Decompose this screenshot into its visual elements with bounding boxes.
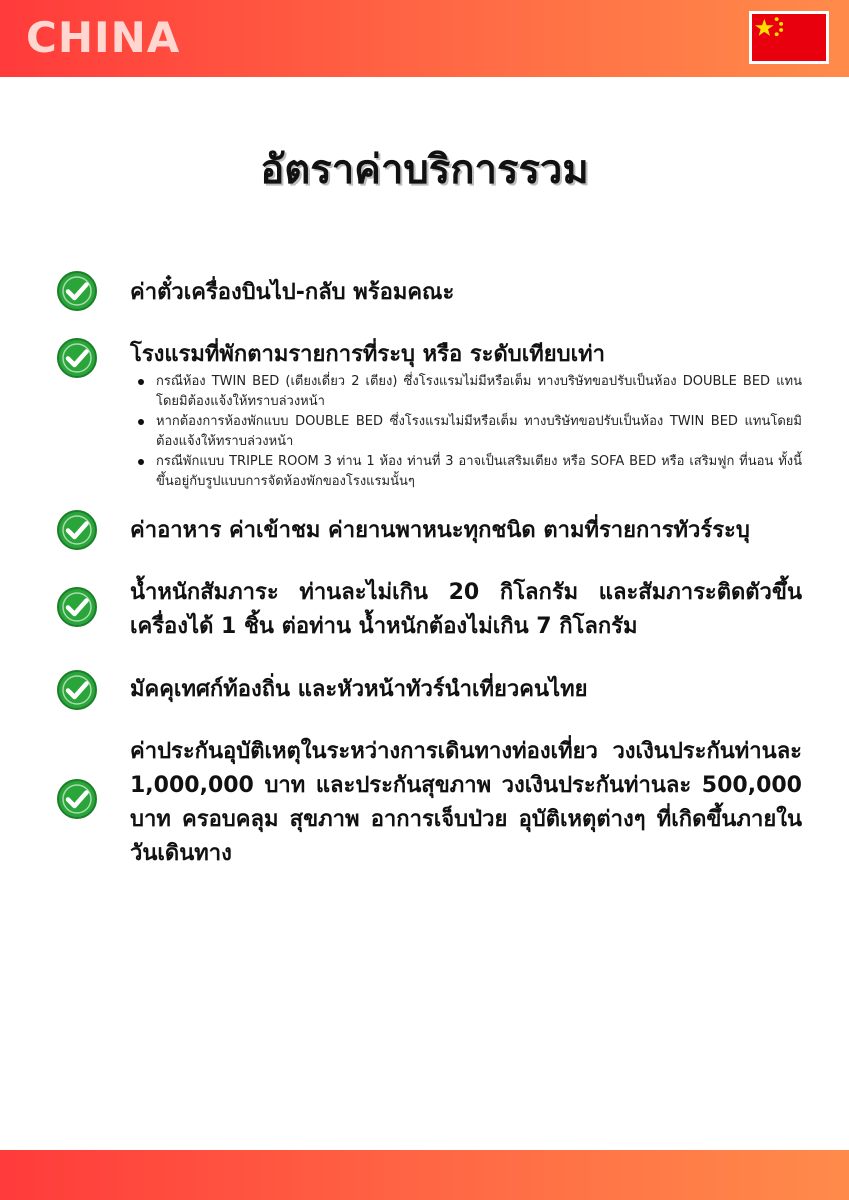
page-title: อัตราค่าบริการรวม — [260, 147, 589, 193]
included-item-airfare: ค่าตั๋วเครื่องบินไป-กลับ พร้อมคณะ — [130, 280, 455, 305]
check-circle-icon — [56, 778, 98, 820]
check-circle-icon — [56, 509, 98, 551]
included-item-hotel: โรงแรมที่พักตามรายการที่ระบุ หรือ ระดับเทียบเท่า — [130, 342, 605, 367]
header-bar — [0, 0, 849, 77]
footer-bar — [0, 1150, 849, 1200]
included-item-insurance: ค่าประกันอุบัติเหตุในระหว่างการเดินทางท่องเที่ยว วงเงินประกันท่านละ 1,000,000 บาท และประกันสุขภาพ วงเงินประกันท่านละ 500,000 บาท ครอบคลุม สุขภาพ อาการเจ็บป่วย อุบัติเหตุต่างๆ ที่เกิดขึ้นภายในวันเดินทาง — [130, 739, 802, 866]
bullet-icon — [138, 459, 144, 465]
list-item — [130, 372, 802, 412]
brand-title: CHINA — [26, 13, 181, 62]
hotel-note-text: กรณีห้อง TWIN BED (เตียงเดี่ยว 2 เตียง) ซึ่งโรงแรมไม่มีหรือเต็ม ทางบริษัทขอปรับเป็นห้อง DOUBLE BED แทนโดยมิต้องแจ้งให้ทราบล่วงหน้า — [156, 374, 802, 409]
bullet-icon — [138, 419, 144, 425]
included-item-meals-transport: ค่าอาหาร ค่าเข้าชม ค่ายานพาหนะทุกชนิด ตามที่รายการทัวร์ระบุ — [130, 518, 750, 543]
list-item — [130, 412, 802, 452]
bullet-icon — [138, 379, 144, 385]
check-circle-icon — [56, 337, 98, 379]
hotel-note-text: กรณีพักแบบ TRIPLE ROOM 3 ท่าน 1 ห้อง ท่านที่ 3 อาจเป็นเสริมเตียง หรือ SOFA BED หรือ เสริมฟูก ที่นอน ทั้งนี้ขึ้นอยู่กับรูปแบบการจัดห้องพักของโรงแรมนั้นๆ — [156, 454, 802, 489]
hotel-notes-list — [130, 372, 802, 492]
china-flag-icon — [749, 11, 829, 64]
included-item-guide: มัคคุเทศก์ท้องถิ่น และหัวหน้าทัวร์นำเที่ยวคนไทย — [130, 677, 588, 702]
included-item-baggage: น้ำหนักสัมภาระ ท่านละไม่เกิน 20 กิโลกรัม และสัมภาระติดตัวขึ้นเครื่องได้ 1 ชิ้น ต่อท่าน น้ำหนักต้องไม่เกิน 7 กิโลกรัม — [130, 580, 802, 639]
hotel-note-text: หากต้องการห้องพักแบบ DOUBLE BED ซึ่งโรงแรมไม่มีหรือเต็ม ทางบริษัทขอปรับเป็นห้อง TWIN BED แทนโดยมิต้องแจ้งให้ทราบล่วงหน้า — [156, 414, 802, 449]
list-item — [130, 452, 802, 492]
check-circle-icon — [56, 669, 98, 711]
check-circle-icon — [56, 586, 98, 628]
check-circle-icon — [56, 270, 98, 312]
